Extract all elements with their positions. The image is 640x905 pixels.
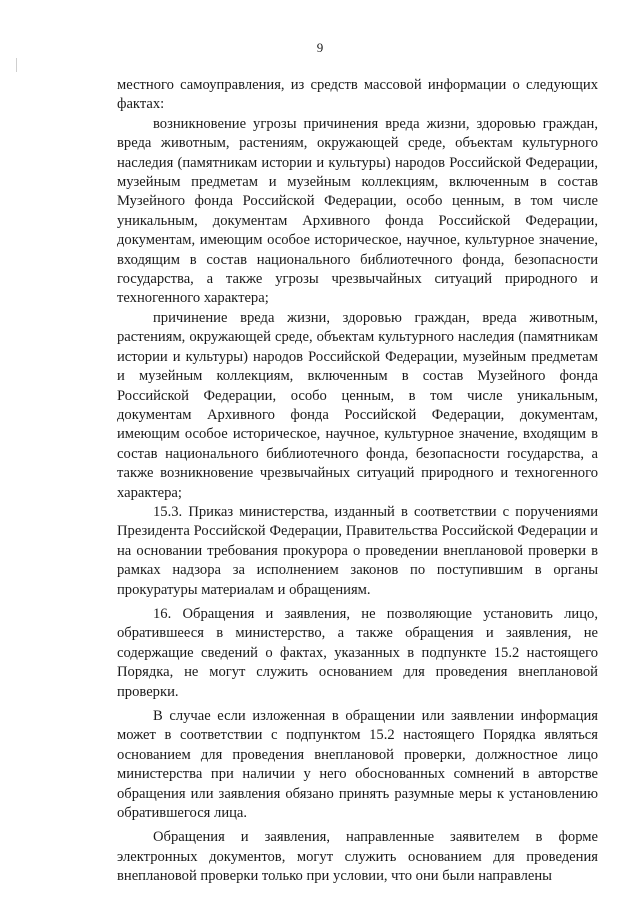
- paragraph-electronic-documents: Обращения и заявления, направленные заявителем в форме электронных документов, могут служить основанием для проведения внеплановой проверки только при условии, что они были направлены: [117, 829, 598, 885]
- document-body: [117, 76, 598, 887]
- paragraph-infliction-of-harm: причинение вреда жизни, здоровью граждан, вреда животным, растениям, окружающей среде, объектам культурного наследия (памятникам истории и культуры) народов Российской Федерации, музейным предметам и музейным коллекциям, включенным в состав Музейного фонда Российской Федерации, особо ценным, в том числе уникальным, документам Архивного фонда Российской Федерации, документам, имеющим особое историческое, научное, культурное значение, входящим в состав национального библиотечного фонда, безопасности государства, а также возникновение чрезвычайных ситуаций природного и техногенного характера;: [117, 309, 598, 501]
- paragraph-clause-16: 16. Обращения и заявления, не позволяющие установить лицо, обратившееся в министерство, а также обращения и заявления, не содержащие сведений о фактах, указанных в подпункте 15.2 настоящего Порядка, не могут служить основанием для проведения внеплановой проверки.: [117, 605, 598, 700]
- scan-margin-mark: [16, 58, 17, 72]
- page-number: 9: [316, 40, 324, 55]
- paragraph-continuation: местного самоуправления, из средств массовой информации о следующих фактах:: [117, 77, 598, 113]
- paragraph-clause-15-3: 15.3. Приказ министерства, изданный в соответствии с поручениями Президента Российской Федерации, Правительства Российской Федерации и на основании требования прокурора о проведении внеплановой проверки в рамках надзора за исполнением законов по поступившим в органы прокуратуры материалам и обращениям.: [117, 503, 598, 598]
- paragraph-threat-of-harm: возникновение угрозы причинения вреда жизни, здоровью граждан, вреда животным, растениям, окружающей среде, объектам культурного наследия (памятникам истории и культуры) народов Российской Федерации, музейным предметам и музейным коллекциям, включенным в состав Музейного фонда Российской Федерации, особо ценным, в том числе уникальным, документам Архивного фонда Российской Федерации, документам, имеющим особое историческое, научное, культурное значение, входящим в состав национального библиотечного фонда, безопасности государства, а также угрозы чрезвычайных ситуаций природного и техногенного характера;: [117, 115, 598, 307]
- paragraph-doubtful-authorship: В случае если изложенная в обращении или заявлении информация может в соответствии с подпунктом 15.2 настоящего Порядка являться основанием для проведения внеплановой проверки, должностное лицо министерства при наличии у него обоснованных сомнений в авторстве обращения или заявления обязано принять разумные меры к установлению обратившегося лица.: [117, 708, 598, 822]
